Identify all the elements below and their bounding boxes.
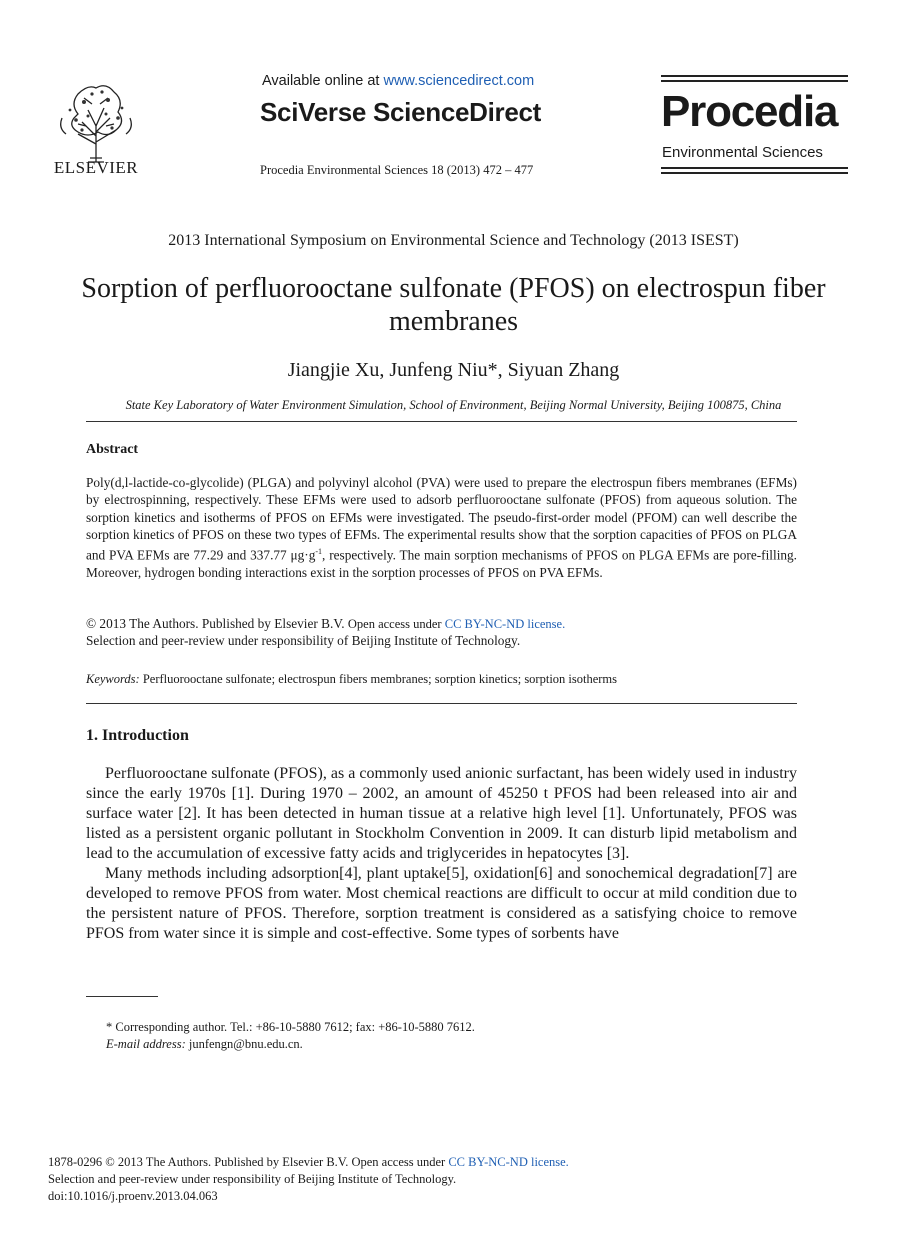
footnote-corresponding-author: * Corresponding author. Tel.: +86-10-5880 7612; fax: +86-10-5880 7612. <box>106 1020 475 1034</box>
divider-bottom <box>86 703 797 704</box>
abstract-heading: Abstract <box>86 442 139 457</box>
author-affiliation: State Key Laboratory of Water Environment Simulation, School of Environment, Beijing Normal University, Beijing 100875, China <box>125 398 782 412</box>
email-address[interactable]: junfengn@bnu.edu.cn. <box>185 1037 303 1051</box>
paper-title: Sorption of perfluorooctane sulfonate (PFOS) on electrospun fiber membranes <box>81 273 826 337</box>
footnote-email <box>106 1037 303 1052</box>
footnote-divider <box>86 996 158 997</box>
journal-brand-subtitle: Environmental Sciences <box>662 144 823 161</box>
journal-brand <box>661 75 848 175</box>
sciencedirect-link[interactable]: www.sciencedirect.com <box>383 73 535 89</box>
copyright-prefix: © 2013 The Authors. Published by Elsevier B.V. <box>86 616 348 631</box>
abstract-text-part1: Poly(d,l-lactide-co-glycolide) (PLGA) and polyvinyl alcohol (PVA) were used to prepare the electrospun fibers membranes (EFMs) by electrospinning, respectively. These EFMs were used to adsorb perfluorooctane sulfonate (PFOS) from aqueous solution. The sorption kinetics and isotherms of PFOS on EFMs were investigated. The pseudo-first-order model (PFOM) can well describe the sorption kinetics of PFOS on these two types of EFMs. The experimental results show that the sorption capacities of PFOS on PLGA and PVA EFMs are 77.29 and 337.77 μg·g <box>86 475 797 563</box>
introduction-paragraph-2: Many methods including adsorption[4], plant uptake[5], oxidation[6] and sonochemical degradation[7] are developed to remove PFOS from water. Most chemical reactions are difficult to occur at mild condition due to the persistent nature of PFOS. Therefore, sorption treatment is considered as a satisfying choice to remove PFOS from water since it is simple and cost-effective. Some types of sorbents have <box>86 865 797 942</box>
brand-rule-bottom-1 <box>661 167 848 169</box>
brand-rule-top-2 <box>661 80 848 82</box>
footer-peer-review: Selection and peer-review under responsibility of Beijing Institute of Technology. <box>48 1172 457 1186</box>
brand-rule-top-1 <box>661 75 848 77</box>
divider-top <box>86 421 797 422</box>
available-online <box>262 73 534 89</box>
conference-name: 2013 International Symposium on Environmental Science and Technology (2013 ISEST) <box>168 232 739 249</box>
introduction-body <box>86 764 797 944</box>
peer-review-line: Selection and peer-review under responsibility of Beijing Institute of Technology. <box>86 633 521 648</box>
available-prefix: Available online at <box>262 73 384 89</box>
copyright-line <box>86 616 565 632</box>
open-access-text: Open access under <box>347 617 445 631</box>
brand-rule-bottom-2 <box>661 172 848 174</box>
elsevier-wordmark: ELSEVIER <box>53 158 139 177</box>
footer-issn-line <box>48 1155 569 1170</box>
abstract-unit-superscript: -1 <box>315 547 323 557</box>
introduction-paragraph-1: Perfluorooctane sulfonate (PFOS), as a commonly used anionic surfactant, has been widely used in industry since the early 1970s [1]. During 1970 – 2002, an amount of 45250 t PFOS had been released into air and surface water [2]. It has been detected in human tissue at a relative high level [1]. Unfortunately, PFOS was listed as a persistent organic pollutant in Stockholm Convention in 2009. It can disturb lipid metabolism and lead to the accumulation of excessive fatty acids and triglycerides in hepatocytes [3]. <box>86 765 797 862</box>
footer-issn-prefix: 1878-0296 © 2013 The Authors. Published by Elsevier B.V. <box>48 1155 352 1169</box>
abstract-text <box>86 474 797 581</box>
footer-open-access: Open access under <box>351 1155 449 1169</box>
footer-license-link[interactable]: CC BY-NC-ND license. <box>448 1155 569 1169</box>
email-label: E-mail address: <box>106 1037 186 1051</box>
paper-authors: Jiangjie Xu, Junfeng Niu*, Siyuan Zhang <box>287 359 620 381</box>
platform-name: SciVerse ScienceDirect <box>260 97 542 127</box>
abstract-text-part2: , respectively. The main sorption mechanisms of PFOS on PLGA EFMs are pore-filling. Moreover, hydrogen bonding interactions exist in the sorption processes of PFOS on PVA EFMs. <box>86 547 798 580</box>
keywords-label: Keywords: <box>86 672 140 686</box>
section-heading-introduction: 1. Introduction <box>86 727 189 744</box>
license-link[interactable]: CC BY-NC-ND license. <box>444 617 566 631</box>
journal-brand-name: Procedia <box>661 87 838 136</box>
keywords-line <box>86 672 617 687</box>
journal-reference: Procedia Environmental Sciences 18 (2013) 472 – 477 <box>260 163 534 177</box>
keywords-list: Perfluorooctane sulfonate; electrospun fibers membranes; sorption kinetics; sorption isotherms <box>139 672 618 686</box>
footer-doi[interactable]: doi:10.1016/j.proenv.2013.04.063 <box>48 1189 218 1203</box>
